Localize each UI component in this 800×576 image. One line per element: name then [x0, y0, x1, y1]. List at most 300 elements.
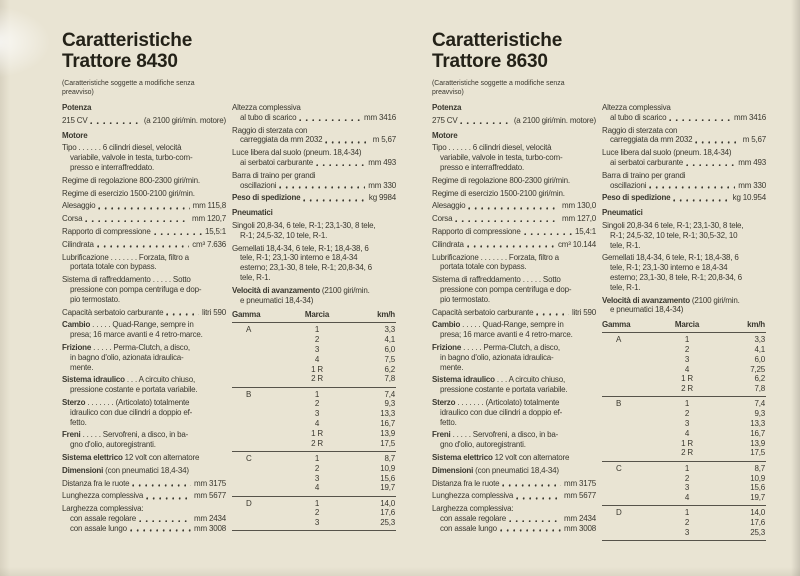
table-row — [602, 439, 766, 449]
kmh-cell: 7,25 — [750, 364, 765, 374]
table-row — [232, 335, 396, 345]
spec-label: Lunghezza complessiva — [62, 491, 144, 501]
table-row — [232, 439, 396, 449]
gamma-cell — [232, 365, 284, 375]
table-row — [232, 390, 396, 400]
note-line-1: (Caratteristiche soggette a modifiche senza — [432, 80, 565, 87]
text-line: Regime di regolazione 800-2300 giri/min. — [62, 175, 200, 185]
text-line: Tipo . . . . . . 6 cilindri diesel, velocità — [62, 143, 182, 153]
text-line: Freni . . . . . Servofreni, a disco, in ba- — [62, 430, 189, 440]
disclaimer-note — [62, 80, 226, 97]
dot-leader — [673, 199, 729, 202]
spec-paragraph — [62, 143, 226, 172]
text-line: Larghezza complessiva: — [432, 504, 514, 514]
kmh-cell: 15,6 — [380, 473, 395, 483]
spec-value: mm 5677 — [564, 491, 596, 501]
table-header-gamma: Gamma — [602, 320, 631, 330]
text-line — [432, 227, 596, 237]
spec-paragraph — [602, 296, 766, 316]
table-row — [602, 384, 766, 394]
table-row — [602, 429, 766, 439]
text-line: Raggio di sterzata con — [602, 125, 678, 135]
gamma-cell — [232, 355, 284, 365]
spec-flow — [232, 103, 396, 305]
spec-paragraph — [62, 214, 226, 224]
gear-range-group — [232, 452, 396, 497]
gamma-cell — [602, 518, 654, 528]
text-line: idraulico con due cilindri a doppio ef- — [440, 407, 563, 417]
text-line: tele, R-1. — [610, 240, 641, 250]
spec-paragraph — [432, 227, 596, 237]
spec-paragraph — [62, 320, 226, 340]
text-line: Frizione . . . . . Perma-Clutch, a disco, — [62, 342, 190, 352]
gear-range-group — [602, 397, 766, 461]
spec-value: mm 3175 — [564, 478, 596, 488]
spec-flow — [62, 103, 226, 533]
spec-label: oscillazioni — [610, 180, 647, 190]
marcia-cell: 1 — [314, 325, 320, 335]
gamma-cell — [232, 474, 284, 484]
text-line: Altezza complessiva — [232, 103, 301, 112]
kmh-cell: 3,3 — [754, 335, 765, 345]
table-header-row — [232, 310, 396, 323]
spec-paragraph — [432, 214, 596, 224]
text-line: e pneumatici 18,4-34) — [240, 295, 314, 305]
table-row — [232, 365, 396, 375]
spec-label: carreggiata da mm 2032 — [610, 135, 693, 145]
text-line: e pneumatici 18,4-34) — [610, 305, 684, 315]
section-heading: Pneumatici — [602, 208, 643, 218]
spec-paragraph — [62, 504, 226, 533]
spec-label: al tubo di scarico — [610, 112, 667, 122]
text-line: Sistema elettrico 12 volt con alternatore — [432, 452, 570, 462]
spec-paragraph — [432, 466, 596, 476]
spec-paragraph — [602, 148, 766, 168]
spec-paragraph — [62, 491, 226, 501]
spec-paragraph — [432, 253, 596, 273]
spec-label: Rapporto di compressione — [62, 226, 151, 236]
marcia-cell: 4 — [314, 419, 320, 429]
text-line — [62, 116, 226, 126]
dot-leader — [500, 529, 561, 532]
note-line-2: preavviso) — [62, 88, 94, 96]
spec-value: mm 493 — [738, 157, 766, 167]
marcia-cell: 1 R — [311, 428, 323, 438]
text-line — [232, 193, 396, 203]
dot-leader — [316, 164, 365, 167]
spec-value: kg 10.954 — [732, 193, 766, 203]
kmh-cell: 13,3 — [380, 409, 395, 419]
dot-leader — [279, 186, 365, 189]
spec-paragraph — [232, 193, 396, 203]
text-line: Regime di esercizio 1500-2100 giri/min. — [62, 188, 195, 198]
text-line: Velocità di avanzamento (2100 giri/min. — [232, 285, 370, 295]
dot-leader — [686, 164, 735, 167]
note-line-1: (Caratteristiche soggette a modifiche senza — [62, 80, 195, 87]
kmh-cell: 13,3 — [750, 419, 765, 429]
marcia-cell: 4 — [314, 354, 320, 364]
text-line: Sistema elettrico 12 volt con alternatore — [62, 452, 200, 462]
text-line: Luce libera dal suolo (pneum. 18,4-34) — [602, 148, 732, 158]
marcia-cell: 2 R — [311, 374, 323, 384]
dot-leader — [524, 233, 572, 236]
gamma-cell — [602, 448, 654, 458]
dot-leader — [516, 497, 561, 500]
text-line — [432, 514, 596, 524]
table-row — [602, 474, 766, 484]
marcia-cell: 3 — [684, 354, 690, 364]
gamma-cell: A — [616, 335, 622, 345]
spec-paragraph — [602, 171, 766, 191]
table-row — [602, 355, 766, 365]
spec-paragraph — [62, 275, 226, 304]
gamma-cell — [232, 419, 284, 429]
gamma-cell — [232, 399, 284, 409]
spec-label: ai serbatoi carburante — [240, 157, 313, 167]
table-row — [602, 518, 766, 528]
table-row — [232, 409, 396, 419]
text-line: Raggio di sterzata con — [232, 125, 308, 135]
text-line: Regime di regolazione 800-2300 giri/min. — [432, 175, 570, 185]
table-row — [232, 518, 396, 528]
spec-label: Peso di spedizione — [602, 193, 671, 203]
speed-table — [602, 320, 766, 541]
dot-leader — [468, 207, 559, 210]
spec-paragraph — [232, 148, 396, 168]
gamma-cell — [232, 508, 284, 518]
dot-leader — [132, 484, 191, 487]
table-row — [232, 464, 396, 474]
spec-paragraph — [232, 221, 396, 241]
text-line — [62, 240, 226, 250]
gamma-cell — [602, 474, 654, 484]
text-line — [602, 181, 766, 191]
right-column-8430 — [232, 103, 396, 576]
table-row — [232, 399, 396, 409]
spec-value: m 5,67 — [372, 135, 396, 145]
marcia-cell: 2 — [314, 508, 320, 518]
text-line — [62, 214, 226, 224]
table-row — [602, 419, 766, 429]
spec-label: 215 CV — [62, 115, 88, 125]
gamma-cell — [602, 439, 654, 449]
kmh-cell: 17,6 — [380, 508, 395, 518]
table-row — [602, 374, 766, 384]
spec-value: mm 3008 — [564, 523, 596, 533]
text-line: Regime di esercizio 1500-2100 giri/min. — [432, 188, 565, 198]
text-line: variabile, valvole in testa, turbo-com- — [70, 153, 193, 163]
kmh-cell: 3,3 — [384, 325, 395, 335]
kmh-cell: 17,6 — [750, 518, 765, 528]
text-line: Dimensioni (con pneumatici 18,4-34) — [432, 465, 559, 475]
spec-paragraph — [432, 430, 596, 450]
spec-paragraph — [232, 126, 396, 146]
dot-leader — [299, 119, 361, 122]
table-header-marcia: Marcia — [304, 310, 330, 320]
spec-value: cm³ 10.144 — [557, 239, 596, 249]
spec-paragraph — [62, 201, 226, 211]
title-line-1: Caratteristiche — [432, 30, 563, 51]
text-line: Singoli 20,8-34 6 tele, R-1; 23,1-30, 8 tele, — [602, 220, 744, 230]
spec-value: mm 115,8 — [192, 201, 226, 211]
text-line — [432, 524, 596, 534]
dot-leader — [460, 122, 510, 125]
spec-value: mm 3175 — [194, 478, 226, 488]
table-header-kmh: km/h — [377, 310, 395, 320]
text-line — [432, 201, 596, 211]
kmh-cell: 4,1 — [384, 335, 395, 345]
marcia-cell: 1 — [314, 498, 320, 508]
table-row — [232, 355, 396, 365]
text-line: Luce libera dal suolo (pneum. 18,4-34) — [232, 148, 362, 158]
spec-label: con assale regolare — [70, 513, 137, 523]
table-row — [602, 483, 766, 493]
gear-range-group — [602, 333, 766, 397]
spec-paragraph — [62, 240, 226, 250]
kmh-cell: 17,5 — [750, 448, 765, 458]
kmh-cell: 25,3 — [380, 518, 395, 528]
spec-label: Distanza fra le ruote — [432, 478, 500, 488]
spec-paragraph — [62, 308, 226, 318]
section-heading: Pneumatici — [232, 208, 273, 218]
marcia-cell: 1 R — [311, 364, 323, 374]
spec-flow — [602, 103, 766, 315]
text-line — [62, 479, 226, 489]
text-line: pressione costante e portata variabile. — [70, 385, 198, 395]
table-row — [602, 365, 766, 375]
text-line: Cambio . . . . . Quad-Range, sempre in — [62, 320, 194, 330]
text-line: pressione con pompa centrifuga e dop- — [70, 284, 202, 294]
spec-value: litri 590 — [572, 307, 596, 317]
text-line: Freni . . . . . Servofreni, a disco, in ba- — [432, 430, 559, 440]
spec-value: mm 3416 — [734, 112, 766, 122]
dot-leader — [467, 245, 555, 248]
spec-value: mm 330 — [368, 180, 396, 190]
speed-table — [232, 310, 396, 531]
text-line: gno d'olio, autoregistranti. — [440, 440, 526, 450]
table-row — [232, 483, 396, 493]
table-header-marcia: Marcia — [674, 320, 700, 330]
text-line — [232, 158, 396, 168]
text-line: tele, R-1. — [610, 282, 641, 292]
spec-label: al tubo di scarico — [240, 112, 297, 122]
spec-value: m 5,67 — [742, 135, 766, 145]
dot-leader — [536, 313, 569, 316]
spec-value: mm 330 — [738, 180, 766, 190]
kmh-cell: 13,9 — [380, 428, 395, 438]
spec-paragraph — [432, 491, 596, 501]
gear-range-group — [232, 323, 396, 387]
text-line: Sterzo . . . . . . . (Articolato) totalmente — [432, 397, 560, 407]
text-line — [232, 113, 396, 123]
spec-value: mm 2434 — [194, 513, 226, 523]
text-line — [62, 227, 226, 237]
spec-label: ai serbatoi carburante — [610, 157, 683, 167]
kmh-cell: 10,9 — [750, 473, 765, 483]
spec-paragraph — [432, 479, 596, 489]
gamma-cell — [232, 429, 284, 439]
dot-leader — [649, 186, 735, 189]
text-line: Frizione . . . . . Perma-Clutch, a disco, — [432, 342, 560, 352]
spec-value: mm 3416 — [364, 112, 396, 122]
dot-leader — [139, 520, 191, 523]
gear-range-group — [232, 497, 396, 532]
gamma-cell: A — [246, 325, 252, 335]
text-line — [602, 193, 766, 203]
spec-paragraph — [432, 275, 596, 304]
marcia-cell: 1 R — [681, 374, 693, 384]
spec-paragraph — [432, 343, 596, 372]
spec-paragraph — [62, 116, 226, 126]
text-line: idraulico con due cilindri a doppio ef- — [70, 407, 193, 417]
spec-paragraph — [602, 126, 766, 146]
dot-leader — [455, 220, 559, 223]
text-line: pressione con pompa centrifuga e dop- — [440, 284, 572, 294]
marcia-cell: 1 — [684, 508, 690, 518]
text-line: variabile, valvole in testa, turbo-com- — [440, 153, 563, 163]
dot-leader — [695, 141, 739, 144]
spec-label: Rapporto di compressione — [432, 226, 521, 236]
spec-paragraph — [432, 504, 596, 533]
text-line: fetto. — [440, 417, 457, 427]
kmh-cell: 17,5 — [380, 438, 395, 448]
text-line: gno d'olio, autoregistranti. — [70, 440, 156, 450]
dot-leader — [325, 141, 369, 144]
table-row — [602, 399, 766, 409]
spec-paragraph — [432, 176, 596, 186]
table-header-gamma: Gamma — [232, 310, 261, 320]
text-line: R-1; 24,5-32, 10 tele, R-1. — [240, 230, 328, 240]
spec-paragraph — [432, 453, 596, 463]
left-column-8430 — [62, 30, 226, 576]
kmh-cell: 19,7 — [380, 483, 395, 493]
page-trattore-8630 — [432, 30, 766, 576]
spec-paragraph — [432, 398, 596, 427]
text-line: Sistema idraulico . . . A circuito chiuso, — [62, 375, 196, 385]
table-header-row — [602, 320, 766, 333]
gamma-cell — [602, 409, 654, 419]
text-line: portata totale con bypass. — [70, 262, 157, 272]
table-row — [602, 448, 766, 458]
gamma-cell: D — [616, 508, 622, 518]
kmh-cell: 4,1 — [754, 344, 765, 354]
spec-label: Cilindrata — [432, 239, 464, 249]
text-line — [232, 181, 396, 191]
spec-value: mm 5677 — [194, 491, 226, 501]
marcia-cell: 4 — [314, 483, 320, 493]
marcia-cell: 2 — [684, 409, 690, 419]
kmh-cell: 14,0 — [750, 508, 765, 518]
gamma-cell — [602, 419, 654, 429]
text-line: in bagno d'olio, azionata idraulica- — [440, 352, 554, 362]
kmh-cell: 7,4 — [754, 399, 765, 409]
text-line — [602, 113, 766, 123]
text-line: Velocità di avanzamento (2100 giri/min. — [602, 295, 740, 305]
table-row — [232, 325, 396, 335]
spec-paragraph — [432, 201, 596, 211]
spec-label: Corsa — [62, 214, 83, 224]
title-line-2: Trattore 8630 — [432, 51, 548, 72]
spec-paragraph — [62, 227, 226, 237]
spec-paragraph — [62, 453, 226, 463]
section-heading: Potenza — [432, 103, 462, 112]
table-row — [232, 474, 396, 484]
gamma-cell — [232, 345, 284, 355]
text-line — [62, 514, 226, 524]
spec-value: mm 127,0 — [562, 214, 596, 224]
gamma-cell — [602, 374, 654, 384]
spec-label: Alesaggio — [432, 201, 466, 211]
note-line-2: preavviso) — [432, 88, 464, 96]
kmh-cell: 6,2 — [384, 364, 395, 374]
text-line — [602, 135, 766, 145]
gamma-cell: B — [616, 399, 622, 409]
gamma-cell — [232, 335, 284, 345]
marcia-cell: 3 — [684, 483, 690, 493]
marcia-cell: 2 — [314, 399, 320, 409]
text-line — [432, 240, 596, 250]
kmh-cell: 8,7 — [754, 463, 765, 473]
text-line: pio termostato. — [70, 294, 120, 304]
text-line — [432, 479, 596, 489]
text-line: fetto. — [70, 417, 87, 427]
marcia-cell: 2 — [684, 344, 690, 354]
table-row — [602, 508, 766, 518]
gear-range-group — [602, 506, 766, 541]
marcia-cell: 3 — [314, 344, 320, 354]
kmh-cell: 19,7 — [750, 493, 765, 503]
text-line: Lubrificazione . . . . . . . Forzata, filtro a — [432, 252, 559, 262]
gamma-cell — [232, 464, 284, 474]
dot-leader — [669, 119, 731, 122]
spec-paragraph — [602, 103, 766, 123]
text-line — [62, 308, 226, 318]
spec-paragraph — [62, 398, 226, 427]
title-line-2: Trattore 8430 — [62, 51, 178, 72]
table-row — [602, 528, 766, 538]
table-row — [232, 419, 396, 429]
table-row — [232, 374, 396, 384]
spec-paragraph — [232, 244, 396, 283]
spec-paragraph — [62, 176, 226, 186]
marcia-cell: 1 — [314, 453, 320, 463]
spec-paragraph — [602, 253, 766, 292]
page-title — [432, 30, 596, 72]
spec-label: Distanza fra le ruote — [62, 478, 130, 488]
dot-leader — [97, 245, 189, 248]
text-line — [432, 214, 596, 224]
spec-paragraph — [432, 143, 596, 172]
text-line — [62, 524, 226, 534]
spec-label: Peso di spedizione — [232, 193, 301, 203]
text-line: esterno; 23,1-30, 8 tele, R-1; 20,8-34, 6 — [610, 272, 742, 282]
table-row — [602, 335, 766, 345]
spec-label: Capacità serbatoio carburante — [62, 307, 164, 317]
kmh-cell: 16,7 — [380, 419, 395, 429]
marcia-cell: 3 — [314, 473, 320, 483]
spec-value: mm 493 — [368, 157, 396, 167]
section-heading: Motore — [62, 130, 88, 140]
kmh-cell: 7,4 — [384, 389, 395, 399]
text-line: Cambio . . . . . Quad-Range, sempre in — [432, 320, 564, 330]
spec-label: carreggiata da mm 2032 — [240, 135, 323, 145]
kmh-cell: 7,5 — [384, 354, 395, 364]
spec-value: kg 9984 — [368, 193, 396, 203]
text-line — [432, 308, 596, 318]
text-line: tele, R-1; 23,1-30 interno e 18,4-34 — [240, 253, 358, 263]
gamma-cell — [602, 355, 654, 365]
text-line: Sistema di raffreddamento . . . . . Sotto — [62, 275, 191, 285]
